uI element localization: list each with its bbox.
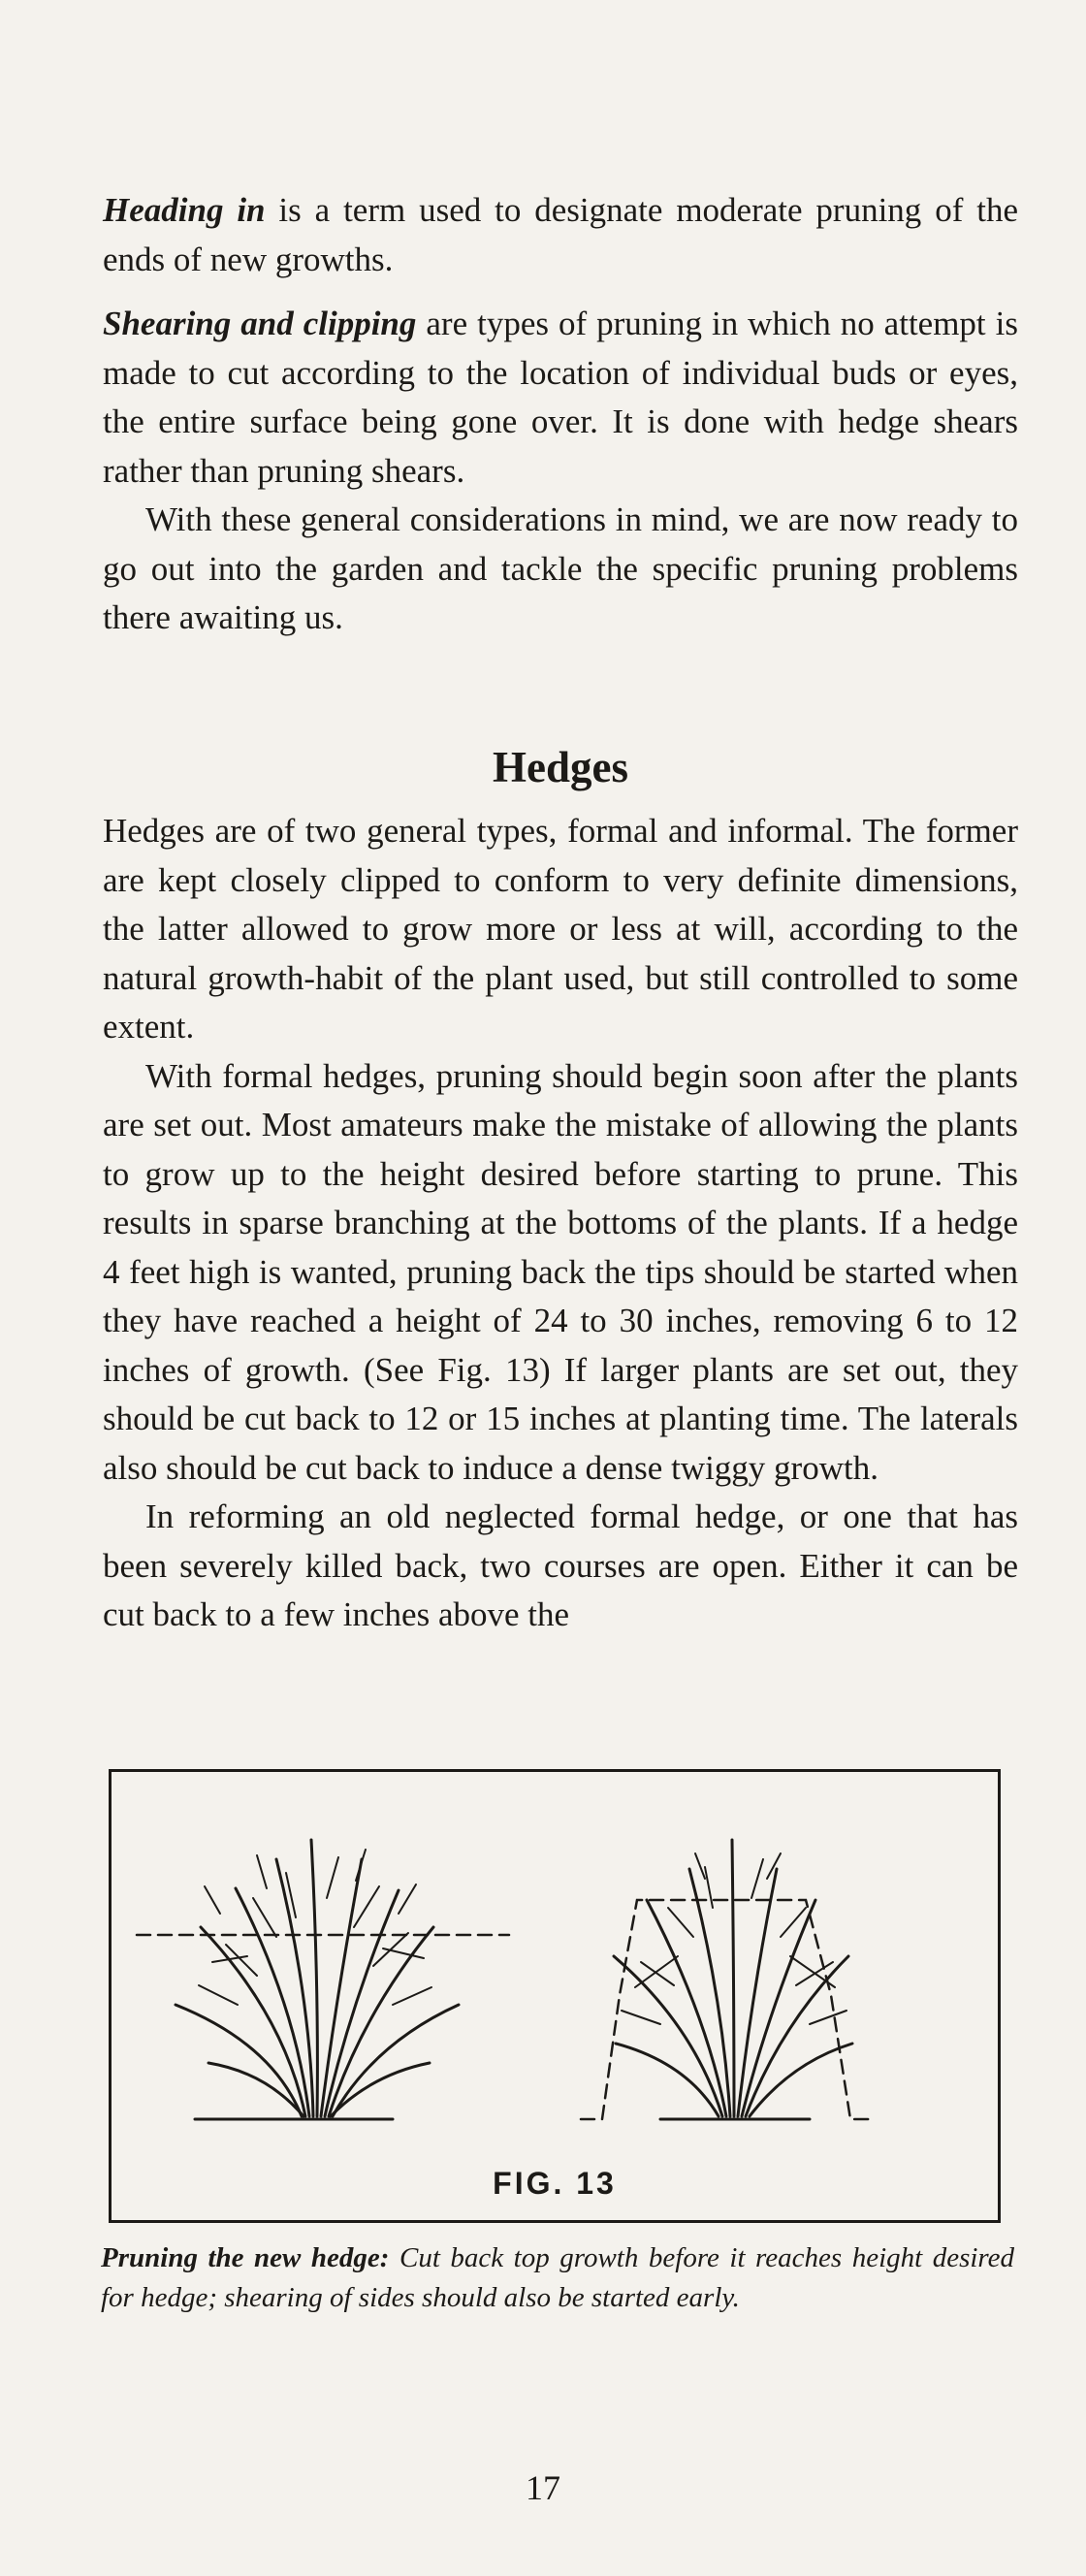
hedge-illustration (112, 1772, 998, 2220)
hedges-paragraph-3: In reforming an old neglected formal hedge, or one that has been severely killed back, two courses are open. Either it can be cut back to a few inches above the (103, 1497, 1018, 1633)
heading-in-paragraph (103, 186, 1018, 284)
unpruned-shrub-drawing (137, 1840, 509, 2119)
page-number: 17 (526, 2468, 560, 2507)
hedges-paragraph-2: With formal hedges, pruning should begin soon after the plants are set out. Most amateurs make the mistake of allowing the plants to grow up to the height desired before starting to prune. This results in sparse branching at the bottoms of the plants. If a hedge 4 feet high is wanted, pruning back the tips should be started when they have reached a height of 24 to 30 inches, removing 6 to 12 inches of growth. (See Fig. 13) If larger plants are set out, they should be cut back to 12 or 15 inches at planting time. The laterals also should be cut back to induce a dense twiggy growth. (103, 1056, 1018, 1487)
heading-in-term: Heading in (103, 191, 266, 229)
shearing-definition: are types of pruning in which no attempt is made to cut according to the location of individual buds or eyes, the entire surface being gone over. It is done with hedge shears rather than pruning shears. (103, 305, 1018, 490)
intro-text (103, 186, 1018, 643)
heading-in-definition: is a term used to designate moderate pruning of the ends of new growths. (103, 191, 1018, 278)
closing-paragraph: With these general considerations in mind, we are now ready to go out into the garden and tackle the specific pruning problems there awaiting us. (103, 500, 1018, 636)
shearing-paragraph (103, 300, 1018, 496)
figure-caption (101, 2238, 1014, 2318)
section-heading: Hedges (493, 743, 628, 791)
hedges-paragraph-1: Hedges are of two general types, formal and informal. The former are kept closely clipped to conform to very definite dimensions, the latter allowed to grow more or less at will, according to the natural growth-habit of the plant used, but still controlled to some extent. (103, 812, 1018, 1046)
figure-13 (109, 1769, 1001, 2223)
sheared-shrub-drawing (581, 1840, 874, 2119)
figure-label: FIG. 13 (493, 2166, 617, 2201)
hedges-text (103, 807, 1018, 1640)
caption-term: Pruning the new hedge: (101, 2242, 390, 2273)
shearing-term: Shearing and clipping (103, 305, 417, 342)
caption-text: Cut back top growth before it reaches height desired for hedge; shearing of sides should also be started early. (101, 2242, 1015, 2313)
